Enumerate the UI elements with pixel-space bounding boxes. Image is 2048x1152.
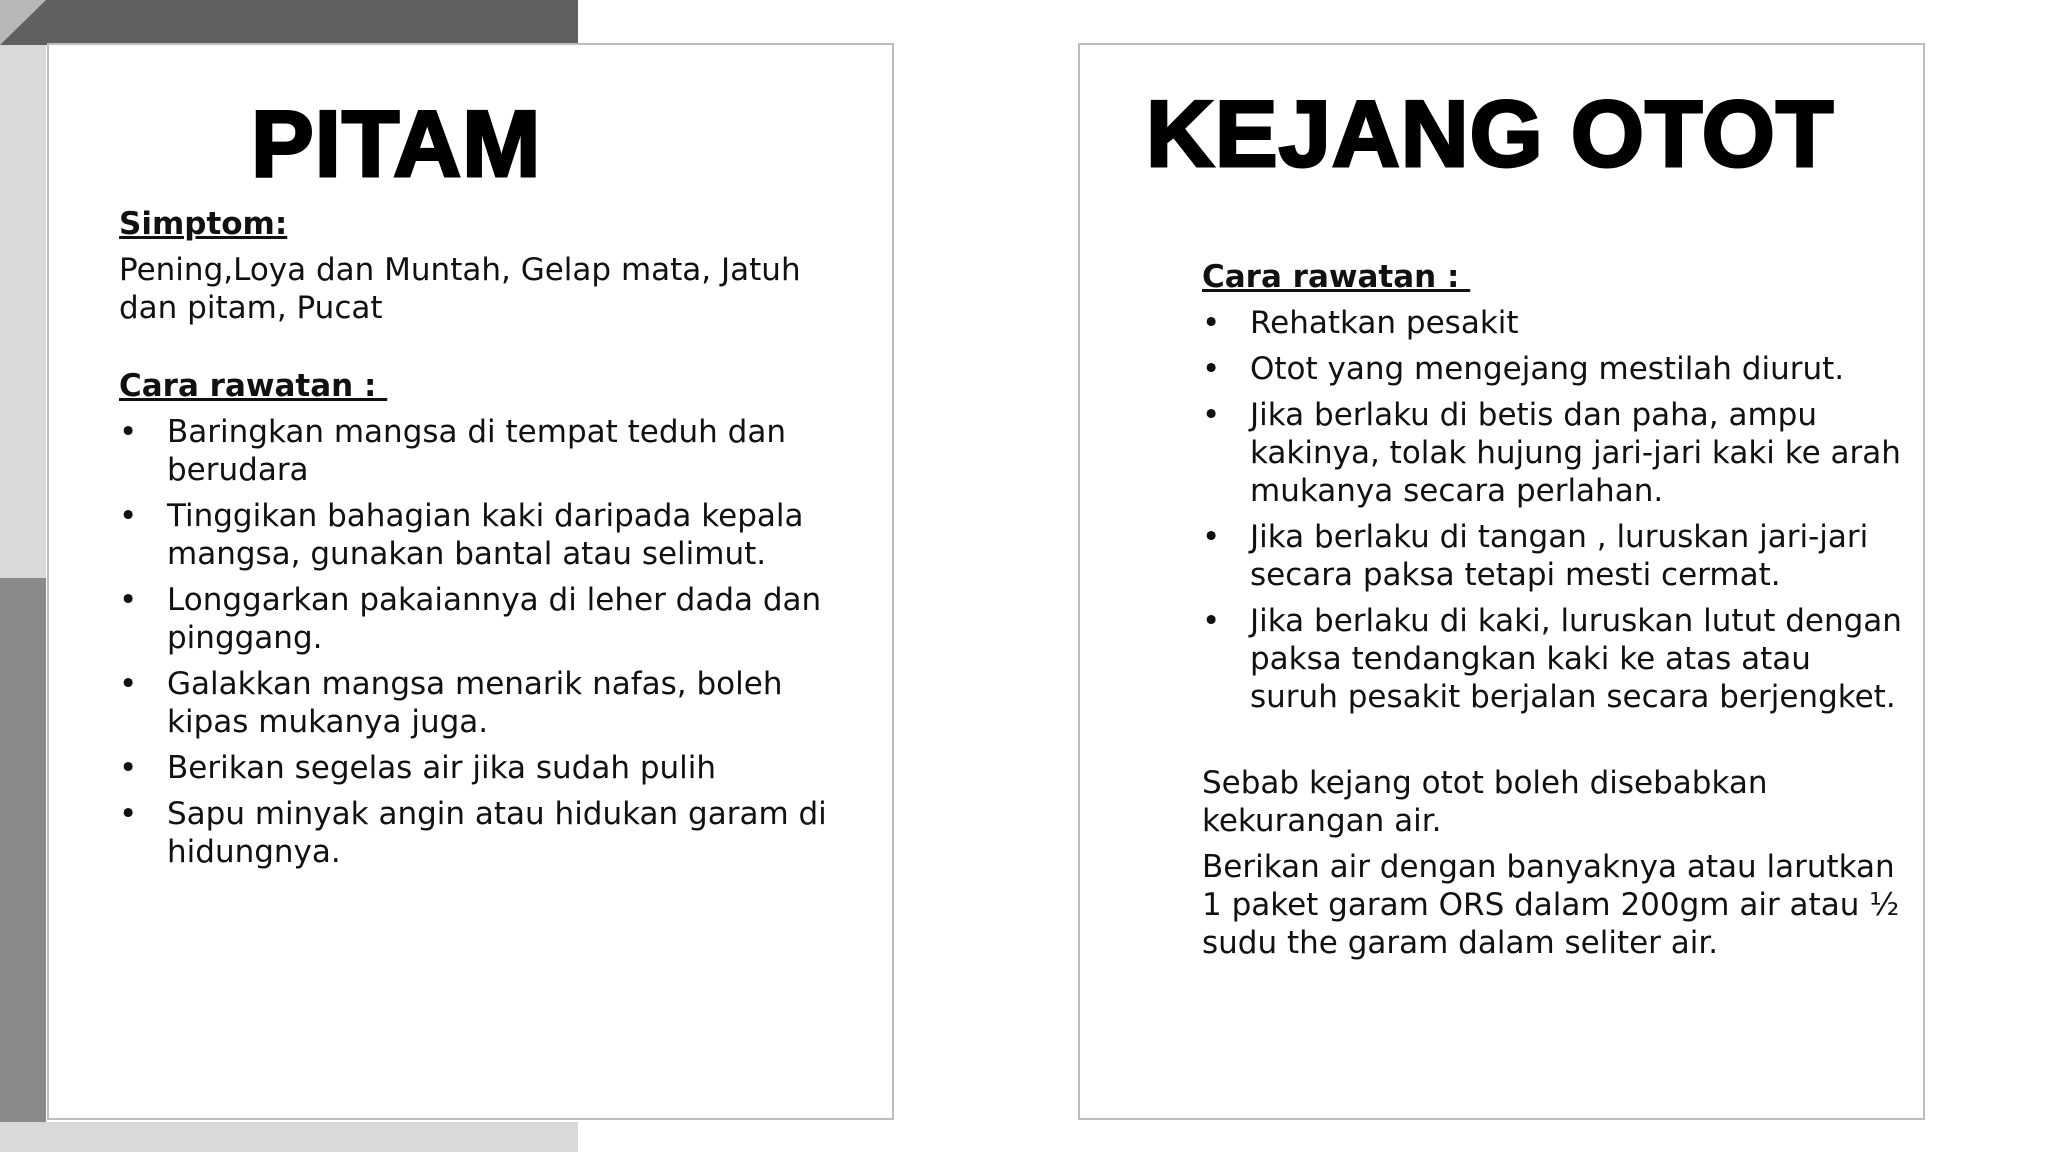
kejang-otot-title: KEJANG OTOT [1146, 81, 1835, 186]
pitam-panel [47, 43, 894, 1120]
pitam-title: PITAM [251, 91, 542, 196]
pitam-body [119, 205, 839, 879]
list-item: • Berikan segelas air jika sudah pulih [119, 749, 839, 787]
list-item: • Baringkan mangsa di tempat teduh dan berudara [119, 413, 839, 489]
decor-left-bar-light [0, 0, 46, 578]
decor-corner [0, 0, 46, 45]
list-item: • Galakkan mangsa menarik nafas, boleh kipas mukanya juga. [119, 665, 839, 741]
symptom-text: Pening,Loya dan Muntah, Gelap mata, Jatuh dan pitam, Pucat [119, 252, 801, 326]
symptom-heading: Simptom: [119, 206, 288, 242]
list-item: • Sapu minyak angin atau hidukan garam di hidungnya. [119, 795, 839, 871]
list-item: • Jika berlaku di tangan , luruskan jari-jari secara paksa tetapi mesti cermat. [1202, 518, 1902, 594]
list-item: • Jika berlaku di kaki, luruskan lutut dengan paksa tendangkan kaki ke atas atau suruh pesakit berjalan secara berjengket. [1202, 602, 1902, 716]
kejang-otot-panel [1078, 43, 1925, 1120]
list-item: • Tinggikan bahagian kaki daripada kepala mangsa, gunakan bantal atau selimut. [119, 497, 839, 573]
treatment-note: Berikan air dengan banyaknya atau larutkan 1 paket garam ORS dalam 200gm air atau ½ sudu the garam dalam seliter air. [1202, 849, 1900, 961]
decor-bottom-bar [0, 1122, 578, 1152]
kejang-care-list [1202, 304, 1902, 716]
decor-top-bar [0, 0, 578, 45]
list-item: • Otot yang mengejang mestilah diurut. [1202, 350, 1902, 388]
kejang-care-heading: Cara rawatan : [1202, 259, 1471, 295]
list-item: • Rehatkan pesakit [1202, 304, 1902, 342]
list-item: • Jika berlaku di betis dan paha, ampu kakinya, tolak hujung jari-jari kaki ke arah mukanya secara perlahan. [1202, 396, 1902, 510]
kejang-otot-body [1202, 258, 1902, 962]
pitam-care-heading: Cara rawatan : [119, 368, 388, 404]
list-item: • Longgarkan pakaiannya di leher dada dan pinggang. [119, 581, 839, 657]
cause-note: Sebab kejang otot boleh disebabkan kekurangan air. [1202, 765, 1768, 839]
decor-left-bar-dark [0, 578, 46, 1152]
pitam-care-list [119, 413, 839, 871]
